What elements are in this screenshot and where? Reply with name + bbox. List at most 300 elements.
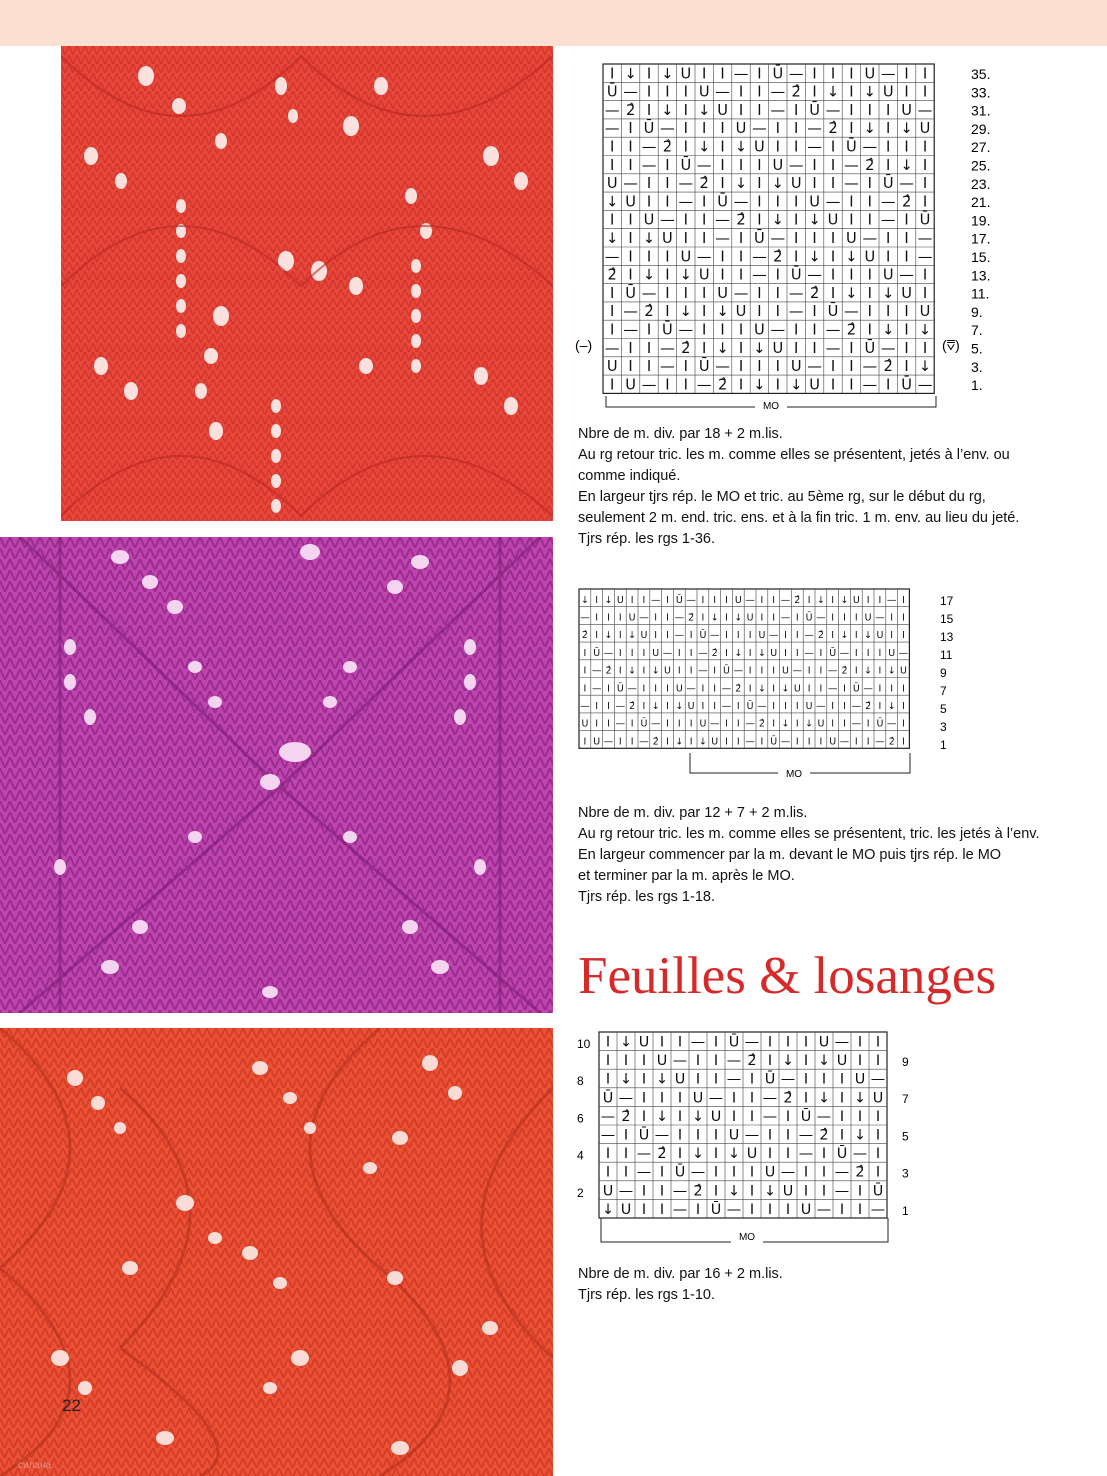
stitch-symbol: I [803, 1183, 809, 1200]
stitch-symbol: I [830, 175, 836, 193]
stitch-symbol: I [595, 630, 599, 642]
stitch-symbol: ↓ [918, 358, 932, 376]
stitch-symbol: I [720, 65, 725, 83]
stitch-symbol: I [849, 358, 854, 376]
stitch-symbol: ↓ [753, 339, 766, 357]
stitch-symbol: I [854, 630, 858, 642]
stitch-symbol: I [867, 266, 872, 284]
stitch-symbol: I [890, 612, 894, 624]
stitch-symbol: — [715, 211, 730, 229]
stitch-symbol: I [628, 138, 633, 156]
row-number: 6 [577, 1111, 584, 1126]
stitch-symbol: 2̂ [841, 665, 848, 677]
stitch-symbol: — [618, 1090, 634, 1107]
stitch-symbol: I [866, 718, 870, 730]
row-number: 3 [940, 720, 947, 734]
stitch-symbol: 2̂ [855, 1164, 865, 1181]
row-number: 7 [902, 1092, 909, 1107]
stitch-symbol: — [788, 303, 804, 321]
stitch-symbol: — [807, 120, 822, 138]
stitch-symbol: — [807, 358, 822, 376]
stitch-symbol: I [922, 339, 928, 357]
stitch-symbol: U [772, 156, 784, 174]
chart-1-row-numbers [971, 66, 990, 393]
stitch-symbol: I [772, 683, 776, 695]
stitch-symbol: — [696, 376, 712, 394]
stitch-symbol: — [604, 248, 620, 266]
stitch-symbol: — [604, 101, 620, 119]
stitch-symbol: 2̂ [735, 683, 742, 695]
stitch-symbol: I [749, 1201, 755, 1218]
stitch-symbol: — [745, 736, 755, 748]
stitch-symbol: U [625, 376, 636, 394]
stitch-symbol: I [785, 1034, 791, 1051]
stitch-symbol: — [698, 647, 708, 659]
row-number: 1. [971, 377, 983, 394]
stitch-symbol: U [846, 229, 857, 247]
stitch-symbol: ↓ [679, 303, 692, 321]
stitch-symbol: I [812, 229, 817, 247]
stitch-symbol: — [678, 193, 694, 211]
stitch-symbol: I [831, 612, 835, 624]
stitch-symbol: — [899, 266, 914, 284]
stitch-symbol: 2̂ [711, 647, 718, 659]
stitch-symbol: ↓ [900, 156, 913, 174]
stitch-symbol: U [836, 1053, 848, 1070]
stitch-symbol: — [726, 1071, 742, 1088]
stitch-symbol: Ū [809, 101, 820, 119]
stitch-symbol: 2̂ [644, 303, 654, 321]
stitch-symbol: I [785, 1146, 791, 1163]
stitch-symbol: ↓ [642, 229, 656, 247]
stitch-symbol: I [819, 683, 823, 695]
stitch-symbol: — [715, 229, 730, 247]
stitch-symbol: I [831, 718, 835, 730]
stitch-symbol: I [665, 284, 670, 302]
stitch-symbol: U [625, 193, 636, 211]
stitch-symbol: ↓ [863, 83, 876, 101]
stitch-symbol: I [922, 266, 928, 284]
stitch-symbol: I [760, 594, 764, 606]
stitch-symbol: U [817, 718, 825, 730]
stitch-symbol: I [623, 1053, 629, 1070]
stitch-symbol: — [807, 266, 822, 284]
stitch-symbol: I [630, 647, 634, 659]
stitch-symbol: Ū [699, 630, 707, 642]
stitch-symbol: I [843, 683, 846, 695]
stitch-symbol: I [702, 321, 707, 339]
stitch-symbol: I [665, 266, 670, 284]
stitch-symbol: ↓ [604, 630, 613, 642]
stitch-symbol: ↓ [675, 701, 684, 713]
stitch-symbol: I [677, 1090, 683, 1107]
stitch-symbol: Ū [876, 718, 884, 730]
stitch-symbol: I [922, 65, 928, 83]
stitch-symbol: — [851, 718, 862, 730]
stitch-symbol: I [875, 1108, 881, 1125]
stitch-symbol: — [798, 1146, 814, 1163]
stitch-symbol: I [666, 612, 669, 624]
stitch-symbol: U [699, 718, 707, 730]
row-number: 1 [902, 1203, 909, 1218]
stitch-symbol: I [812, 321, 817, 339]
stitch-symbol: ↓ [853, 1090, 867, 1107]
stitch-symbol: I [628, 156, 633, 174]
stitch-symbol: — [770, 101, 786, 119]
stitch-symbol: I [795, 612, 799, 624]
stitch-symbol: I [689, 736, 693, 748]
stitch-symbol: I [812, 83, 817, 101]
stitch-symbol: — [816, 1201, 832, 1218]
stitch-symbol: I [702, 193, 707, 211]
stitch-symbol: 2̂ [688, 612, 695, 624]
stitch-symbol: I [772, 701, 776, 713]
stitch-symbol: I [867, 175, 872, 193]
stitch-symbol: I [902, 718, 905, 730]
stitch-symbol: I [757, 284, 762, 302]
stitch-symbol: 2̂ [717, 376, 728, 394]
stitch-symbol: — [641, 156, 657, 174]
stitch-symbol: 2̂ [758, 718, 765, 730]
stitch-symbol: — [690, 1164, 706, 1181]
stitch-symbol: Ū [754, 229, 765, 247]
stitch-symbol: ↓ [845, 284, 858, 302]
chart-2-row-numbers [940, 594, 954, 752]
stitch-symbol: — [862, 229, 878, 247]
stitch-symbol: I [683, 229, 688, 247]
stitch-symbol: I [902, 736, 905, 748]
stitch-symbol: — [672, 1053, 688, 1070]
stitch-symbol: I [854, 736, 858, 748]
stitch-symbol: ↓ [734, 175, 748, 193]
stitch-symbol: 2̂ [883, 358, 893, 376]
stitch-symbol: — [870, 1201, 886, 1218]
stitch-symbol: 2̂ [581, 630, 588, 642]
stitch-symbol: I [646, 339, 652, 357]
stitch-symbol: — [862, 376, 878, 394]
stitch-symbol: U [805, 701, 813, 713]
stitch-symbol: I [904, 358, 909, 376]
stitch-symbol: — [880, 339, 896, 357]
stitch-symbol: I [775, 376, 780, 394]
stitch-symbol: — [623, 175, 638, 193]
stitch-symbol: U [864, 65, 876, 83]
stitch-symbol: — [600, 1127, 616, 1144]
stitch-symbol: I [812, 156, 817, 174]
stitch-symbol: I [646, 358, 652, 376]
stitch-symbol: I [610, 284, 615, 302]
stitch-symbol: I [683, 358, 688, 376]
stitch-symbol: ↓ [655, 1071, 669, 1088]
pattern-2-line: Au rg retour tric. les m. comme elles se présentent, tric. les jetés à l’env. [578, 826, 1040, 842]
stitch-symbol: — [678, 175, 694, 193]
stitch-symbol: U [754, 138, 765, 156]
stitch-symbol: I [784, 647, 787, 659]
stitch-symbol: I [720, 138, 725, 156]
stitch-symbol: I [738, 156, 744, 174]
row-number: 7. [971, 322, 983, 339]
stitch-symbol: I [736, 630, 740, 642]
stitch-symbol: I [641, 1201, 647, 1218]
stitch-symbol: I [839, 1108, 845, 1125]
stitch-symbol: U [901, 101, 912, 119]
stitch-symbol: — [825, 193, 841, 211]
stitch-symbol: U [710, 1108, 722, 1125]
stitch-symbol: I [831, 630, 835, 642]
stitch-symbol: Ū [680, 156, 692, 174]
stitch-symbol: U [818, 1034, 830, 1051]
stitch-symbol: U [735, 120, 747, 138]
stitch-symbol: I [628, 266, 633, 284]
stitch-symbol: I [607, 683, 610, 695]
stitch-symbol: U [772, 339, 784, 357]
stitch-symbol: — [745, 594, 755, 606]
stitch-symbol: — [917, 376, 933, 394]
stitch-symbol: — [880, 65, 896, 83]
knitting-chart-3 [575, 1030, 935, 1250]
stitch-symbol: I [875, 1164, 881, 1181]
stitch-symbol: I [583, 647, 587, 659]
stitch-symbol: 2̂ [865, 156, 875, 174]
row-number: 7 [940, 684, 947, 698]
stitch-symbol: I [665, 193, 670, 211]
stitch-symbol: U [728, 1127, 740, 1144]
stitch-symbol: U [900, 665, 907, 677]
stitch-symbol: I [849, 120, 854, 138]
stitch-symbol: I [665, 175, 670, 193]
stitch-symbol: I [610, 321, 615, 339]
stitch-symbol: ↓ [651, 701, 660, 713]
stitch-symbol: I [760, 665, 764, 677]
stitch-symbol: — [917, 229, 933, 247]
stitch-symbol: I [720, 321, 725, 339]
stitch-symbol: I [748, 647, 752, 659]
pattern-1-line: Tjrs rép. les rgs 1-36. [578, 531, 715, 547]
stitch-symbol: 2̂ [809, 284, 820, 302]
stitch-symbol: I [736, 701, 740, 713]
stitch-symbol: ↓ [698, 736, 707, 748]
stitch-symbol: I [812, 175, 817, 193]
stitch-symbol: — [709, 718, 720, 730]
stitch-symbol: — [721, 701, 732, 713]
stitch-symbol: I [666, 683, 669, 695]
stitch-symbol: — [580, 701, 590, 713]
stitch-symbol: I [904, 65, 909, 83]
stitch-symbol: I [701, 701, 705, 713]
stitch-symbol: I [775, 138, 780, 156]
stitch-symbol: I [886, 376, 891, 394]
knit-swatch-photo-2 [0, 537, 553, 1013]
stitch-symbol: I [784, 701, 787, 713]
stitch-symbol: — [780, 736, 791, 748]
stitch-symbol: — [603, 647, 614, 659]
pattern-3-instructions [578, 1264, 1078, 1306]
stitch-symbol: ↓ [771, 211, 784, 229]
stitch-symbol: — [690, 1034, 706, 1051]
knitting-chart-1 [575, 60, 995, 420]
stitch-symbol: — [715, 83, 730, 101]
knit-swatch-photo-1 [61, 46, 553, 521]
stitch-symbol: — [834, 1034, 850, 1051]
stitch-symbol: I [849, 101, 854, 119]
stitch-symbol: I [702, 339, 707, 357]
stitch-symbol: I [695, 1071, 701, 1088]
stitch-symbol: ↓ [771, 175, 784, 193]
stitch-symbol: — [780, 1071, 796, 1088]
stitch-symbol: I [720, 175, 725, 193]
stitch-symbol: — [804, 647, 814, 659]
stitch-symbol: — [604, 120, 620, 138]
row-number: 13 [940, 630, 954, 644]
chart-1-mo-label: MO [762, 401, 780, 412]
stitch-symbol: I [654, 612, 658, 624]
stitch-symbol: ↓ [826, 83, 840, 101]
stitch-symbol: I [904, 138, 909, 156]
stitch-symbol: U [692, 1090, 704, 1107]
stitch-symbol: — [600, 1108, 616, 1125]
stitch-symbol: — [816, 1108, 832, 1125]
stitch-symbol: — [627, 683, 637, 695]
stitch-symbol: I [849, 376, 854, 394]
stitch-symbol: — [733, 284, 749, 302]
stitch-symbol: I [702, 303, 707, 321]
chart-1-grid [603, 64, 934, 393]
stitch-symbol: I [610, 303, 615, 321]
stitch-symbol: Ū [764, 1071, 776, 1088]
stitch-symbol: I [642, 665, 646, 677]
stitch-symbol: I [713, 1183, 719, 1200]
stitch-symbol: I [713, 594, 717, 606]
stitch-symbol: U [602, 1183, 614, 1200]
stitch-symbol: — [672, 1201, 688, 1218]
row-number: 23. [971, 175, 991, 192]
stitch-symbol: U [827, 211, 839, 229]
stitch-symbol: I [821, 1146, 827, 1163]
stitch-symbol: I [605, 1146, 611, 1163]
row-number: 27. [971, 139, 991, 156]
stitch-symbol: I [702, 65, 707, 83]
stitch-symbol: I [904, 339, 909, 357]
row-number: 5 [940, 702, 947, 716]
stitch-symbol: U [782, 1183, 794, 1200]
stitch-symbol: I [646, 193, 652, 211]
stitch-symbol: I [794, 193, 799, 211]
stitch-symbol: I [803, 1090, 809, 1107]
stitch-symbol: I [878, 594, 882, 606]
stitch-symbol: I [795, 647, 799, 659]
stitch-symbol: ↓ [601, 1201, 615, 1218]
stitch-symbol: I [757, 101, 762, 119]
pattern-2-line: et terminer par la m. après le MO. [578, 868, 795, 884]
stitch-symbol: ↓ [619, 1071, 633, 1088]
stitch-symbol: I [748, 665, 752, 677]
stitch-symbol: I [775, 284, 780, 302]
stitch-symbol: — [880, 193, 896, 211]
row-number: 35. [971, 66, 991, 82]
stitch-symbol: I [701, 594, 705, 606]
stitch-symbol: I [610, 376, 615, 394]
stitch-symbol: Ū [717, 193, 728, 211]
watermark-text: силана [18, 1460, 52, 1471]
stitch-symbol: I [812, 65, 817, 83]
row-number: 13. [971, 267, 991, 284]
stitch-symbol: ↓ [734, 612, 743, 624]
stitch-symbol: — [851, 701, 862, 713]
stitch-symbol: I [821, 1183, 827, 1200]
stitch-symbol: ↓ [580, 594, 589, 606]
stitch-symbol: I [630, 736, 634, 748]
stitch-symbol: — [807, 138, 822, 156]
stitch-symbol: I [830, 156, 836, 174]
pattern-3-line: Tjrs rép. les rgs 1-10. [578, 1287, 715, 1303]
stitch-symbol: I [618, 612, 622, 624]
stitch-symbol: I [795, 736, 799, 748]
page-title: Feuilles & losanges [578, 947, 997, 1005]
stitch-symbol: ↓ [753, 376, 766, 394]
stitch-symbol: 2̂ [657, 1146, 667, 1163]
row-number: 5 [902, 1129, 909, 1144]
row-number: 15. [971, 249, 991, 265]
stitch-symbol: I [767, 1034, 773, 1051]
stitch-symbol: — [862, 138, 878, 156]
stitch-symbol: Ū [625, 284, 636, 302]
stitch-symbol: I [748, 630, 752, 642]
stitch-symbol: 2̂ [901, 193, 912, 211]
pattern-1-line: seulement 2 m. end. tric. ens. et à la fin tric. 1 m. env. au lieu du jeté. [578, 510, 1020, 526]
pattern-1-line: comme indiqué. [578, 468, 681, 484]
stitch-symbol: U [809, 193, 820, 211]
stitch-symbol: I [654, 683, 658, 695]
stitch-symbol: I [757, 211, 762, 229]
stitch-symbol: ↓ [624, 65, 637, 83]
stitch-symbol: I [749, 1071, 755, 1088]
stitch-symbol: U [606, 175, 618, 193]
stitch-symbol: I [854, 647, 858, 659]
stitch-symbol: — [899, 175, 914, 193]
stitch-symbol: U [864, 248, 876, 266]
stitch-symbol: I [902, 630, 905, 642]
stitch-symbol: — [744, 1034, 760, 1051]
stitch-symbol: I [821, 1164, 827, 1181]
stitch-symbol: I [713, 1164, 719, 1181]
stitch-symbol: — [726, 1201, 742, 1218]
stitch-symbol: Ū [638, 1127, 650, 1144]
stitch-symbol: 2̂ [794, 594, 801, 606]
stitch-symbol: Ū [872, 1183, 884, 1200]
stitch-symbol: I [731, 1090, 737, 1107]
pattern-1-line: Nbre de m. div. par 18 + 2 m.lis. [578, 426, 783, 442]
stitch-symbol: I [794, 321, 799, 339]
stitch-symbol: I [583, 683, 587, 695]
stitch-symbol: Ū [698, 358, 710, 376]
stitch-symbol: — [591, 683, 602, 695]
stitch-symbol: Ū [674, 1164, 686, 1181]
stitch-symbol: 2̂ [791, 83, 801, 101]
stitch-symbol: 2̂ [699, 175, 709, 193]
stitch-symbol: I [666, 736, 669, 748]
stitch-symbol: I [843, 718, 846, 730]
stitch-symbol: I [702, 229, 707, 247]
stitch-symbol: — [757, 701, 767, 713]
stitch-symbol: Ū [662, 321, 673, 339]
stitch-symbol: U [717, 284, 728, 302]
stitch-symbol: I [628, 211, 633, 229]
stitch-symbol: I [702, 284, 707, 302]
stitch-symbol: I [725, 612, 728, 624]
stitch-symbol: ↓ [655, 1108, 669, 1125]
stitch-symbol: — [844, 303, 859, 321]
row-number: 25. [971, 157, 991, 174]
